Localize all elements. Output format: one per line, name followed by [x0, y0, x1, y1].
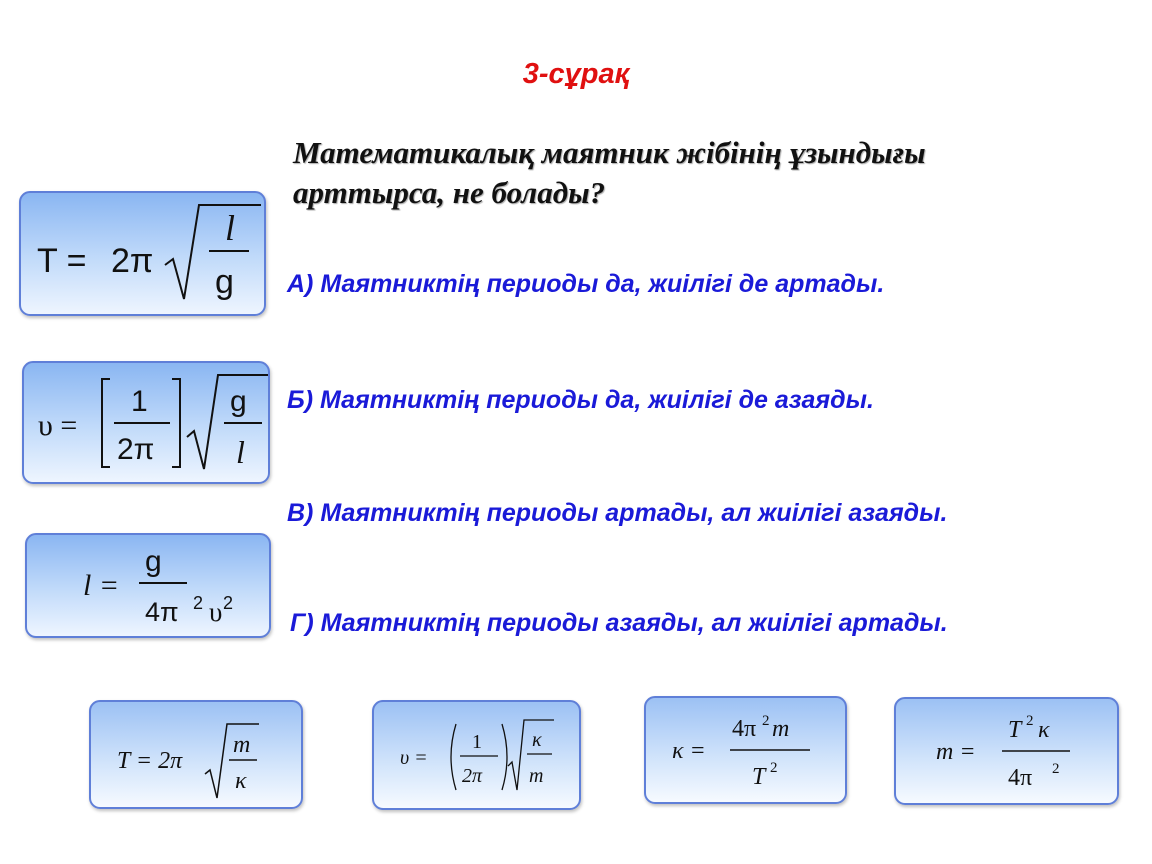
formula-num1: 1 — [131, 385, 148, 418]
formula-den2: l — [236, 434, 245, 470]
answer-b[interactable]: Б) Маятниктің периоды да, жиілігі де азаяды. — [287, 386, 874, 414]
bracket-right — [172, 379, 180, 467]
formula-numerator: g — [145, 545, 162, 578]
bracket-left — [102, 379, 110, 467]
formula-lhs: κ = — [672, 738, 706, 764]
formula-numerator: m — [233, 732, 251, 758]
answer-c[interactable]: В) Маятниктің периоды артады, ал жиілігі азаяды. — [287, 499, 948, 527]
formula-coef: 2π — [111, 242, 154, 280]
formula-num-var: κ — [1038, 717, 1050, 743]
formula-num-var: m — [772, 716, 790, 742]
formula-pendulum-length — [25, 533, 271, 638]
formula-den-exp: 2 — [193, 593, 204, 613]
formula-den-exp: 2 — [770, 760, 778, 776]
formula-denominator: 4π — [1008, 765, 1033, 791]
paren-left — [451, 724, 456, 790]
question-line-1: Математикалық маятник жібінің ұзындығы — [293, 135, 926, 170]
formula-num2: κ — [532, 729, 542, 751]
formula-pendulum-period — [19, 191, 266, 316]
formula-den1: 2π — [117, 433, 155, 466]
formula-lhs: l = — [83, 569, 120, 602]
formula-stiffness — [644, 696, 847, 804]
question-text — [293, 133, 1073, 213]
formula-pendulum-frequency — [22, 361, 270, 484]
formula-denominator: T — [752, 764, 766, 790]
formula-num-exp: 2 — [1026, 713, 1034, 729]
sqrt-sign — [205, 724, 259, 798]
formula-denominator: κ — [235, 768, 247, 794]
question-line-2: арттырса, не болады? — [293, 175, 606, 210]
formula-spring-period — [89, 700, 303, 809]
formula-spring-frequency — [372, 700, 581, 810]
formula-lhs: m = — [936, 739, 976, 765]
formula-lhs: T = — [37, 242, 87, 280]
formula-den-var-exp: 2 — [223, 593, 234, 613]
formula-den-var: υ — [209, 597, 223, 627]
formula-den2: m — [529, 765, 544, 787]
slide-title: 3-сұрақ — [522, 58, 630, 90]
formula-numerator: l — [225, 208, 236, 248]
formula-num-exp: 2 — [762, 713, 770, 729]
formula-denominator: g — [215, 263, 234, 301]
formula-lhs: T = 2π — [117, 748, 183, 774]
answer-a[interactable]: А) Маятниктің периоды да, жиілігі де артады. — [287, 270, 885, 298]
formula-den-coef: 4π — [145, 597, 179, 627]
formula-numerator: 4π — [732, 716, 757, 742]
formula-numerator: T — [1008, 717, 1022, 743]
answer-d[interactable]: Г) Маятниктің периоды азаяды, ал жиілігі артады. — [290, 609, 948, 637]
formula-den1: 2π — [462, 765, 483, 787]
formula-lhs: υ = — [400, 747, 428, 769]
formula-num2: g — [230, 385, 247, 418]
formula-den-exp: 2 — [1052, 761, 1060, 777]
formula-num1: 1 — [472, 731, 482, 753]
paren-right — [502, 724, 507, 790]
formula-lhs: υ = — [38, 409, 78, 442]
formula-mass — [894, 697, 1119, 805]
